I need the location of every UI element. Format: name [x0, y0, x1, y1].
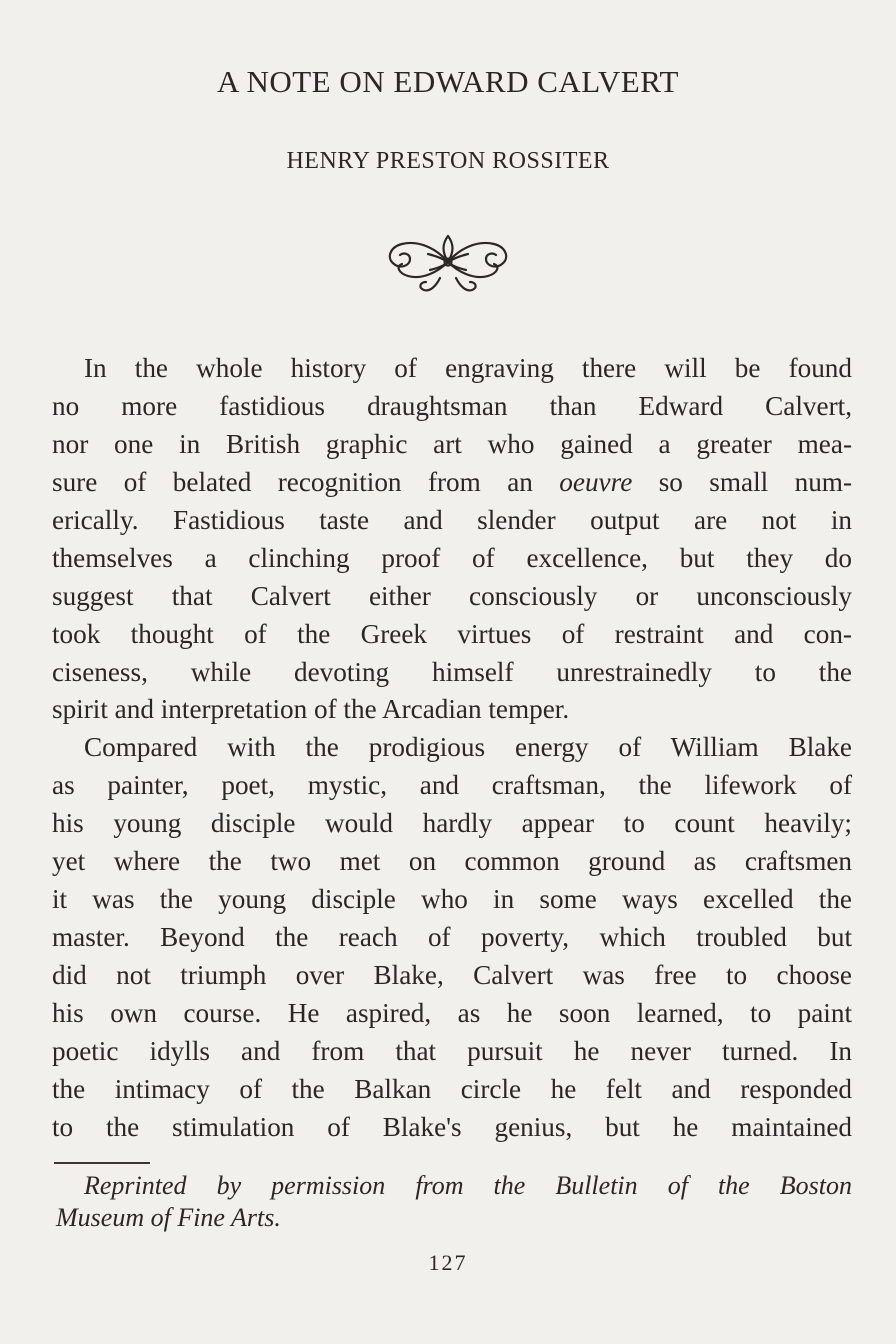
page-number: 127 [428, 1250, 468, 1275]
text-line: his own course. He aspired, as he soon learned, to paint [52, 997, 852, 1028]
text-line: sure of belated recognition from an oeuvre so small num- [52, 466, 852, 497]
text-line: no more fastidious draughtsman than Edward Calvert, [52, 390, 852, 421]
footnote-divider [54, 1162, 150, 1164]
article-body [52, 350, 852, 1147]
text-line: In the whole history of engraving there will be found [84, 353, 852, 383]
text-line: nor one in British graphic art who gained a greater mea- [52, 428, 852, 459]
text-line: erically. Fastidious taste and slender output are not in [52, 504, 852, 535]
text-line: ciseness, while devoting himself unrestrainedly to the [52, 656, 852, 687]
footnote-line: Museum of Fine Arts. [56, 1203, 281, 1232]
text-line: the intimacy of the Balkan circle he felt and responded [52, 1073, 852, 1104]
author-name: HENRY PRESTON ROSSITER [286, 148, 610, 174]
page-title: A NOTE ON EDWARD CALVERT [217, 64, 679, 99]
text-line: suggest that Calvert either consciously or unconsciously [52, 580, 852, 611]
flourish-ornament-icon [378, 226, 518, 298]
footnote [56, 1170, 856, 1234]
italic-word: oeuvre [559, 466, 633, 497]
text-line: Compared with the prodigious energy of William Blake [84, 732, 852, 763]
text-line: as painter, poet, mystic, and craftsman, the lifework of [52, 770, 852, 801]
text-line: master. Beyond the reach of poverty, which troubled but [52, 922, 852, 953]
text-line: themselves a clinching proof of excellence, but they do [52, 542, 852, 573]
text-line: it was the young disciple who in some ways excelled the [52, 884, 852, 915]
text-line: yet where the two met on common ground as craftsmen [52, 846, 852, 877]
text-line: did not triumph over Blake, Calvert was free to choose [52, 960, 852, 990]
text-line: his young disciple would hardly appear to count heavily; [52, 808, 852, 839]
footnote-line: Reprinted by permission from the Bulletin of the Boston [84, 1171, 852, 1200]
text-line: took thought of the Greek virtues of restraint and con- [52, 618, 852, 649]
text-line: spirit and interpretation of the Arcadian temper. [52, 694, 570, 725]
text-line: poetic idylls and from that pursuit he never turned. In [52, 1035, 852, 1066]
text-line: to the stimulation of Blake's genius, but he maintained [52, 1111, 852, 1142]
